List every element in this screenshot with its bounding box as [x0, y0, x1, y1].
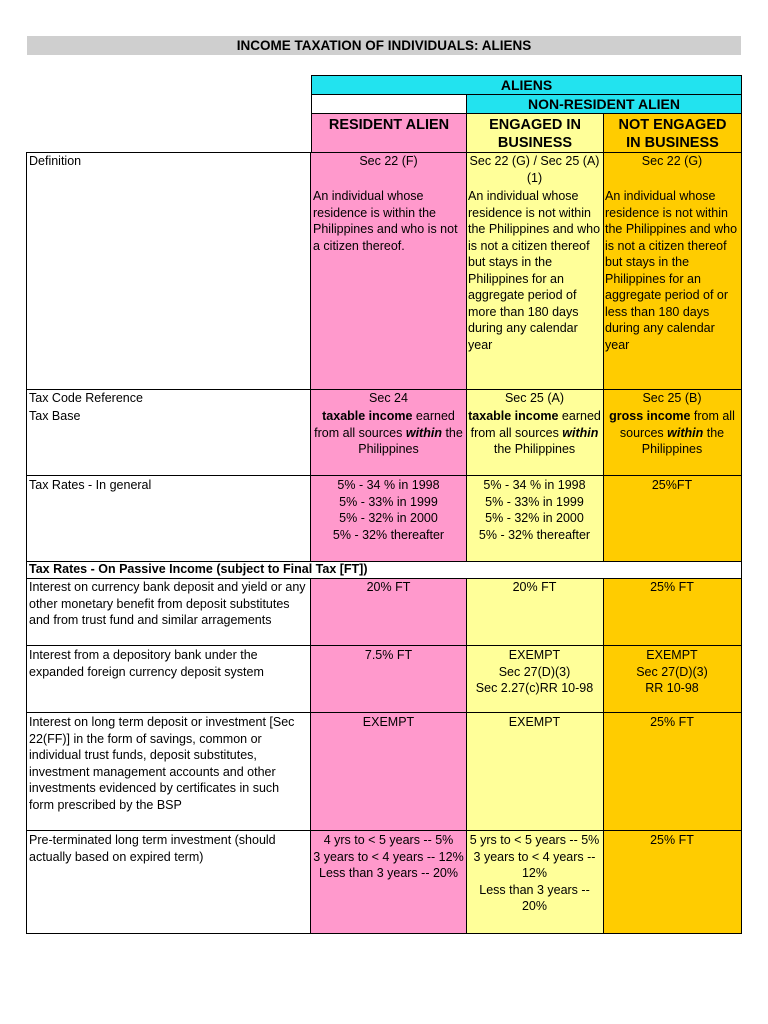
- row-label-preterminated: Pre-terminated long term investment (should actually based on expired term): [29, 833, 276, 864]
- tax-base-within: within: [405, 425, 442, 440]
- engaged-definition-text: An individual whose residence is not within the Philippines and who is not a citizen thereof but stays in the Philippines for an aggregate period of more than 180 days during any calendar year: [468, 189, 601, 352]
- tax-base-emphasis: taxable income: [468, 409, 559, 423]
- rate-line: 5% - 32% thereafter: [478, 527, 591, 542]
- header-non-resident-alien: NON-RESIDENT ALIEN: [466, 94, 742, 114]
- tax-base-text: the Philippines: [358, 425, 463, 456]
- grid-line: [26, 830, 742, 831]
- engaged-tax-base: [468, 408, 601, 458]
- tax-base-within: within: [667, 425, 704, 440]
- header-blank: [311, 94, 467, 114]
- engaged-definition-section: Sec 22 (G) / Sec 25 (A)(1): [469, 154, 600, 185]
- header-engaged-in-business: [466, 113, 604, 153]
- grid-line: [26, 152, 27, 934]
- engaged-interest-long-term: EXEMPT: [508, 715, 561, 729]
- grid-line: [310, 152, 311, 934]
- rate-line: 5% - 34 % in 1998: [337, 478, 440, 492]
- header-not-engaged-line2: IN BUSINESS: [626, 135, 719, 151]
- row-label-tax-code: Tax Code Reference: [29, 391, 143, 405]
- tax-base-text: the Philippines: [493, 442, 576, 456]
- rate-line: 5% - 33% in 1999: [485, 494, 584, 509]
- tax-base-text: earned from all sources: [314, 409, 455, 440]
- passive-income-header: Tax Rates - On Passive Income (subject to Final Tax [FT]): [27, 562, 741, 578]
- row-label-tax-base: Tax Base: [29, 409, 81, 423]
- header-aliens: ALIENS: [311, 75, 742, 95]
- resident-preterminated: 4 yrs to < 5 years -- 5% 3 years to < 4 years -- 12% Less than 3 years -- 20%: [313, 833, 464, 880]
- rate-line: 5% - 34 % in 1998: [483, 478, 586, 492]
- grid-line: [741, 152, 742, 934]
- fcds-line: RR 10-98: [645, 681, 699, 695]
- rate-line: 5% - 32% thereafter: [332, 527, 445, 542]
- header-engaged-line1: ENGAGED IN: [489, 117, 581, 133]
- resident-tax-code: Sec 24: [369, 391, 408, 405]
- resident-tax-rates: [313, 477, 464, 543]
- resident-definition-section: Sec 22 (F): [359, 154, 418, 168]
- grid-line: [26, 712, 742, 713]
- not-engaged-interest-long-term: 25% FT: [650, 715, 694, 729]
- header-not-engaged-in-business: [603, 113, 742, 153]
- resident-definition-text: An individual whose residence is within the Philippines and who is not a citizen thereof.: [313, 189, 458, 253]
- row-label-definition: Definition: [29, 154, 82, 168]
- fcds-line: EXEMPT: [508, 648, 561, 662]
- grid-line: [26, 475, 742, 476]
- engaged-interest-fcds: [468, 647, 601, 697]
- engaged-interest-currency: 20% FT: [512, 580, 557, 594]
- engaged-tax-rates: [468, 477, 601, 543]
- grid-line: [466, 152, 467, 934]
- engaged-tax-code: Sec 25 (A): [504, 391, 565, 405]
- not-engaged-tax-rates: 25%FT: [651, 478, 693, 492]
- row-label-interest-currency: Interest on currency bank deposit and yield or any other monetary benefit from deposit substitutes and from trust fund and similar arragements: [29, 580, 306, 627]
- resident-interest-fcds: 7.5% FT: [364, 648, 413, 662]
- fcds-line: EXEMPT: [646, 648, 698, 662]
- row-label-interest-long-term: Interest on long term deposit or investment [Sec 22(FF)] in the form of savings, common or individual trust funds, deposit substitutes, investment management accounts and other investments evidenced by certificates in such form prescribed by the BSP: [29, 715, 295, 812]
- resident-interest-long-term: EXEMPT: [362, 715, 415, 729]
- grid-line: [603, 152, 604, 934]
- fcds-line: Sec 2.27(c)RR 10-98: [475, 681, 594, 695]
- not-engaged-tax-base: [605, 408, 739, 458]
- tax-base-emphasis: gross income: [609, 409, 691, 423]
- header-not-engaged-line1: NOT ENGAGED: [618, 117, 727, 133]
- engaged-preterminated: 5 yrs to < 5 years -- 5% 3 years to < 4 years -- 12% Less than 3 years -- 20%: [469, 833, 600, 913]
- page-title: INCOME TAXATION OF INDIVIDUALS: ALIENS: [27, 36, 741, 55]
- header-engaged-line2: BUSINESS: [497, 135, 573, 151]
- not-engaged-interest-fcds: [605, 647, 739, 697]
- row-label-tax-rates-general: Tax Rates - In general: [29, 478, 152, 492]
- grid-line: [26, 645, 742, 646]
- fcds-line: Sec 27(D)(3): [498, 664, 571, 679]
- grid-line: [26, 933, 742, 934]
- not-engaged-interest-currency: 25% FT: [650, 580, 694, 594]
- not-engaged-definition-section: Sec 22 (G): [641, 154, 703, 168]
- resident-interest-currency: 20% FT: [366, 580, 411, 594]
- header-resident-alien: RESIDENT ALIEN: [311, 113, 467, 153]
- tax-base-text: the Philippines: [641, 425, 725, 456]
- row-label-interest-fcds: Interest from a depository bank under the expanded foreign currency deposit system: [29, 648, 264, 679]
- rate-line: 5% - 33% in 1999: [339, 494, 438, 509]
- rate-line: 5% - 32% in 2000: [485, 511, 584, 525]
- tax-base-emphasis: taxable income: [322, 409, 413, 423]
- tax-base-text: from all sources: [619, 409, 735, 440]
- not-engaged-definition-text: An individual whose residence is not within the Philippines and who is not a citizen thereof but stays in the Philippines for an aggregate period of or less than 180 days during any calendar year: [605, 189, 738, 352]
- resident-tax-base: [313, 408, 464, 458]
- not-engaged-preterminated: 25% FT: [650, 833, 694, 847]
- rate-line: 5% - 32% in 2000: [339, 511, 438, 525]
- tax-base-text: earned from all sources: [470, 409, 601, 440]
- fcds-line: Sec 27(D)(3): [636, 664, 708, 679]
- tax-base-within: within: [562, 425, 599, 440]
- not-engaged-tax-code: Sec 25 (B): [642, 391, 702, 405]
